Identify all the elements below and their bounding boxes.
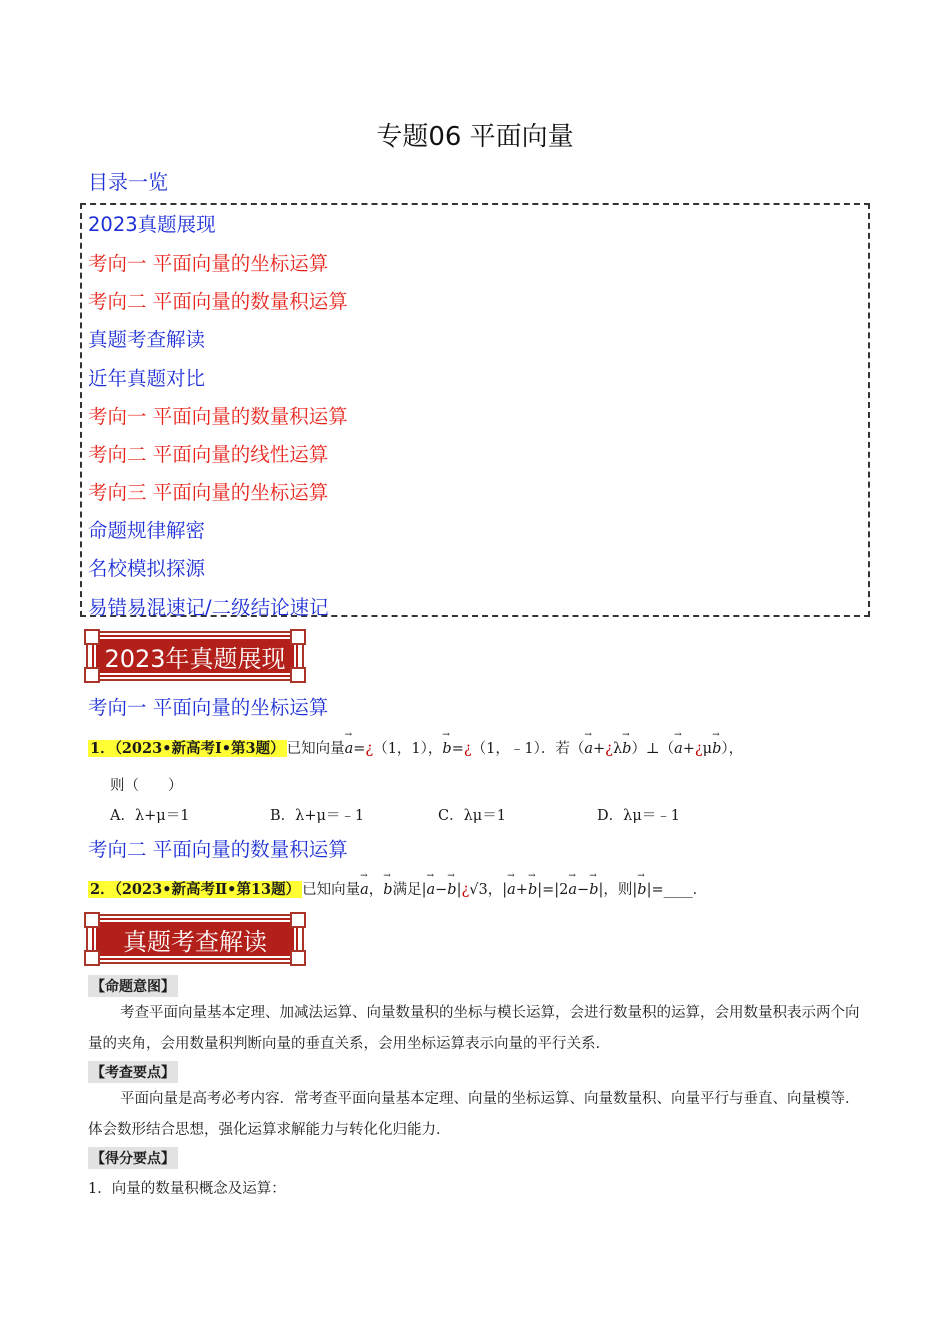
banner-interpret-label: 真题考查解读 — [123, 928, 267, 956]
q1-source: 1．（2023•新高考Ⅰ•第3题） — [90, 740, 285, 757]
toc-item-errors[interactable]: 易错易混速记/二级结论速记 — [88, 596, 329, 619]
tag-intent: 【命题意图】 — [88, 975, 178, 997]
q2-source: 2．（2023•新高考Ⅱ•第13题） — [90, 881, 301, 898]
toc-item-compare[interactable]: 近年真题对比 — [88, 367, 206, 390]
toc-item-rules[interactable]: 命题规律解密 — [88, 519, 206, 542]
toc-item-2c[interactable]: 考向三 平面向量的坐标运算 — [88, 481, 329, 504]
toc-item-mock[interactable]: 名校模拟探源 — [88, 557, 206, 580]
q1-option-d[interactable]: D．λμ＝﹣1 — [597, 808, 680, 824]
banner-interpret — [86, 914, 304, 964]
q1-option-c[interactable]: C．λμ＝1 — [438, 808, 506, 824]
q1-option-b[interactable]: B．λ+μ＝﹣1 — [270, 808, 365, 824]
toc-item-2023[interactable]: 2023真题展现 — [88, 213, 216, 236]
point-1: 1．向量的数量积概念及运算： — [88, 1181, 286, 1197]
banner-2023 — [86, 631, 304, 681]
section-2-heading: 考向二 平面向量的数量积运算 — [88, 838, 348, 861]
toc-item-2b[interactable]: 考向二 平面向量的线性运算 — [88, 443, 329, 466]
page-title: 专题06 平面向量 — [376, 122, 574, 152]
tag-scoring: 【得分要点】 — [88, 1147, 178, 1169]
vector-b: → b — [442, 741, 451, 757]
toc-heading: 目录一览 — [88, 170, 168, 194]
q1-then: 则（ ） — [110, 778, 183, 794]
toc-item-interpret[interactable]: 真题考查解读 — [88, 328, 206, 351]
vector-a: → a — [345, 741, 354, 757]
question-1: 1．（2023•新高考Ⅰ•第3题） 已知向量→ a=¿（1，1），→ b=¿（1，﹣1）．若（→ a+¿λ→ b）⊥（→ a+¿μ→ b）， — [88, 737, 743, 758]
question-2: 2．（2023•新高考Ⅱ•第13题） 已知向量→ a，→ b满足|→ a−→ b|¿√3，|→ a+→ b|=|2→ a−→ b|，则|→ b|=____． — [88, 878, 707, 899]
para-intent: 考查平面向量基本定理、加减法运算、向量数量积的坐标与模长运算，会进行数量积的运算，会用数量积表示两个向量的夹角，会用数量积判断向量的垂直关系，会用坐标运算表示向量的平行关系． — [88, 1005, 860, 1052]
q1-option-a[interactable]: A．λ+μ＝1 — [110, 808, 190, 824]
section-1-heading: 考向一 平面向量的坐标运算 — [88, 696, 329, 719]
toc-box — [80, 203, 870, 617]
toc-item-1b[interactable]: 考向二 平面向量的数量积运算 — [88, 290, 348, 313]
tag-keypoints: 【考查要点】 — [88, 1061, 178, 1083]
toc-item-1a[interactable]: 考向一 平面向量的坐标运算 — [88, 252, 329, 275]
toc-item-2a[interactable]: 考向一 平面向量的数量积运算 — [88, 405, 348, 428]
para-keypoints: 平面向量是高考必考内容．常考查平面向量基本定理、向量的坐标运算、向量数量积、向量平行与垂直、向量模等．体会数形结合思想，强化运算求解能力与转化化归能力． — [88, 1091, 860, 1138]
banner-2023-label: 2023年真题展现 — [104, 645, 286, 673]
